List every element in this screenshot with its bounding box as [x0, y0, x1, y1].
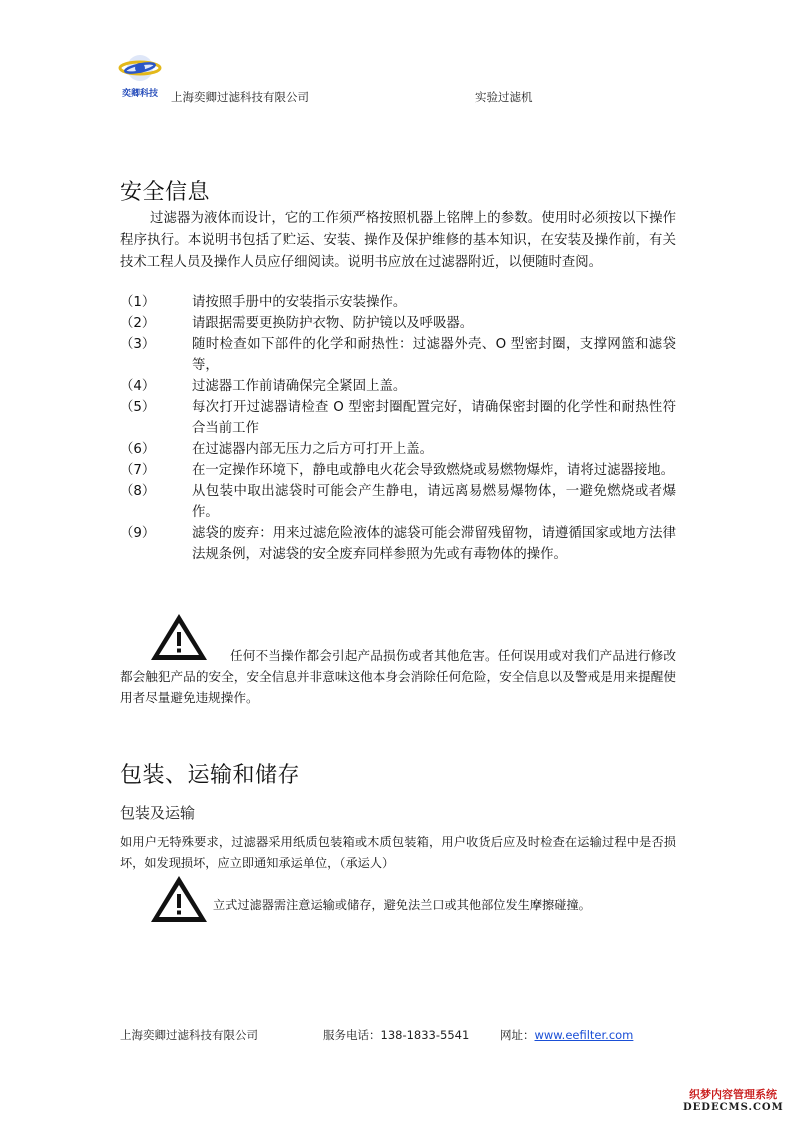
watermark-line2: DEDECMS.COM: [683, 1102, 784, 1113]
list-item-number: （8）: [120, 484, 156, 499]
list-item: [120, 439, 676, 460]
list-item-text: 请跟据需要更换防护衣物、防护镜以及呼吸器。: [192, 316, 474, 331]
watermark: [683, 1088, 783, 1114]
packaging-heading: 包装、运输和储存: [120, 763, 301, 788]
safety-list: [120, 292, 676, 565]
list-item-text: 请按照手册中的安装指示安装操作。: [192, 295, 407, 310]
footer-phone-label: 服务电话：: [323, 1028, 381, 1042]
list-item-number: （5）: [120, 400, 156, 415]
header-company-name: 上海奕卿过滤科技有限公司: [171, 90, 309, 104]
list-item-text: 在一定操作环境下，静电或静电火花会导致燃烧或易燃物爆炸，请将过滤器接地。: [192, 463, 675, 478]
list-item-text: 每次打开过滤器请检查 O 型密封圈配置完好，请确保密封圈的化学性和耐热性符合当前工作: [192, 400, 676, 436]
footer-web-link[interactable]: www.eefilter.com: [534, 1028, 634, 1042]
packaging-warning-text: 立式过滤器需注意运输或储存，避免法兰口或其他部位发生摩擦碰撞。: [213, 898, 591, 912]
list-item-number: （7）: [120, 463, 156, 478]
list-item-text: 随时检查如下部件的化学和耐热性：过滤器外壳、O 型密封圈，支撑网篮和滤袋等，: [192, 337, 676, 373]
footer-company: 上海奕卿过滤科技有限公司: [120, 1028, 258, 1042]
company-logo: [118, 52, 162, 102]
footer-phone: [323, 1027, 469, 1043]
safety-intro: 过滤器为液体而设计，它的工作须严格按照机器上铭牌上的参数。使用时必须按以下操作程序执行。本说明书包括了贮运、安装、操作及保护维修的基本知识，在安装及操作前，有关技术工程人员及操作人员应仔细阅读。说明书应放在过滤器附近，以便随时查阅。: [120, 211, 676, 270]
list-item-number: （3）: [120, 337, 156, 352]
warning-triangle-icon: [149, 874, 209, 924]
list-item-number: （9）: [120, 526, 156, 541]
header-product-name: 实验过滤机: [475, 90, 533, 104]
footer-web-label: 网址：: [500, 1028, 535, 1042]
list-item-text: 过滤器工作前请确保完全紧固上盖。: [192, 379, 407, 394]
list-item-text: 滤袋的废弃：用来过滤危险液体的滤袋可能会滞留残留物，请遵循国家或地方法律法规条例，对滤袋的安全废弃同样参照为先或有毒物体的操作。: [192, 526, 676, 562]
safety-heading: 安全信息: [120, 180, 211, 205]
list-item: [120, 460, 676, 481]
list-item: [120, 481, 676, 523]
list-item: [120, 334, 676, 376]
list-item-text: 从包装中取出滤袋时可能会产生静电，请远离易燃易爆物体，一避免燃烧或者爆作。: [192, 484, 676, 520]
list-item-number: （2）: [120, 316, 156, 331]
packaging-subheading: 包装及运输: [120, 804, 196, 822]
list-item: [120, 313, 676, 334]
packaging-text: 如用户无特殊要求，过滤器采用纸质包装箱或木质包装箱，用户收货后应及时检查在运输过程中是否损坏，如发现损坏，应立即通知承运单位，（承运人）: [120, 835, 676, 870]
list-item: [120, 376, 676, 397]
list-item: [120, 292, 676, 313]
list-item-number: （6）: [120, 442, 156, 457]
footer-website: [500, 1027, 633, 1043]
list-item: [120, 397, 676, 439]
footer-phone-number: 138-1833-5541: [380, 1028, 470, 1042]
list-item: [120, 523, 676, 565]
list-item-number: （4）: [120, 379, 156, 394]
list-item-number: （1）: [120, 295, 156, 310]
logo-text: 奕卿科技: [121, 89, 158, 99]
safety-warning-text: 任何不当操作都会引起产品损伤或者其他危害。任何误用或对我们产品进行修改都会触犯产品的安全，安全信息并非意味这他本身会消除任何危险，安全信息以及警戒是用来提醒使用者尽量避免违规操作。: [120, 648, 676, 705]
watermark-line1: 织梦内容管理系统: [689, 1088, 777, 1101]
list-item-text: 在过滤器内部无压力之后方可打开上盖。: [192, 442, 434, 457]
